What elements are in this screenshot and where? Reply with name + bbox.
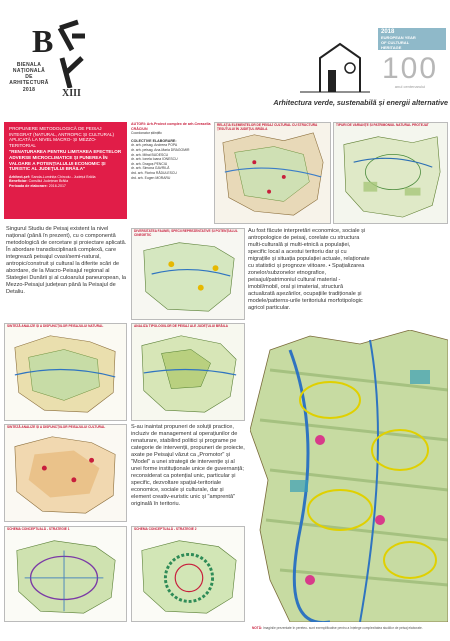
map-panel-cultural-relation: RELAȚIA ELEMENTELOR DE PEISAJ CULTURAL CU STRUCTURA ȚESUTULUI ÎN JUDEȚUL BRĂILA	[214, 122, 331, 224]
intro-paragraph: Singurul Studiu de Peisaj existent la nivel național (până în prezent), cu o componentă metodologică de cercetare și proiectare aplicată. În abordare transdisciplinară complexă, care integrează peisajul cvasi/semi-natural, antropic/construit și cultural la diferite scări de abordare, de la Macro-Peisajul regional al Stategiei Dunării și al culoarului paneuropean, la Mezzo-Peisajul județean până la Peisajul de Detaliu.	[6, 226, 127, 295]
map-panel-natural-synthesis: SINTEZĂ ANALIZE ȘI A DISFUNCȚIILOR PEISAJULUI NATURAL	[4, 323, 127, 421]
analysis-paragraph: Au fost făcute interpretări economice, sociale și antropologice de peisaj, corelate cu structura multi-culturală și multi-etnică a populației, specific local a acestui teritoriu dar și cu migrațiile și situația populației actuale, relaționate cu statistici și prognoze viitoare. • Spațializarea zonelor/subzonelor etnografice, peisajul/patrimoniul cultural material - imobil/mobil, oral și imaterial, structură actualizată așezărilor, ocupațiile tradiționale și modele/patterns-urile teritoriului morfotipologic agricol particular.	[248, 228, 370, 311]
author-name: dr. arh. peisag. Andreea POPA	[131, 143, 178, 148]
author-name: drd. arh. Eugen MORARU	[131, 175, 171, 180]
biennale-name: BIENALA NAȚIONALĂ DE ARHITECTURĂ 2018	[4, 62, 54, 93]
project-meta: Arhitect-șef: Sanda-Luminița Chircoiu - Județul Brăila Beneficiar: Consiliul Județean Brăila Perioada de elaborare: 2016-2017	[9, 174, 96, 188]
project-title-box	[4, 122, 127, 219]
footnote: NOTĂ: Imaginile prezentate în pereteo- sunt exemplificative pentru a înțelege complexitatea studiilor de peisaj elaborate.	[252, 626, 423, 630]
scheme-panel-strategy-2: SCHEMA CONCEPTUALĂ - STRATEGIE 2	[131, 526, 245, 622]
map-panel-landscape-typology: ANALIZA TIPOLOGIILOR DE PEISAJ ALE JUDEȚULUI BRĂILA	[131, 323, 245, 421]
scheme-panel-strategy-1: SCHEMA CONCEPTUALĂ - STRATEGIE 1	[4, 526, 127, 622]
svg-text:B: B	[32, 23, 54, 59]
map-panel-cultural-synthesis: SINTEZĂ ANALIZE ȘI A DISFUNCȚIILOR PEISAJULUI CULTURAL	[4, 424, 127, 522]
exhibition-tagline: Arhitectura verde, sustenabilă și energii alternative	[273, 98, 448, 107]
map-panel-protected-heritage: TIPURI DE VARIANȚE ȘI PATRIMONIUL NATURAL PROTEJAT	[333, 122, 448, 224]
centenary-subtitle: anul centenarului	[394, 84, 426, 89]
author-name: drd. arh. Florina RĂDULESCU	[131, 170, 177, 175]
biennale-year: 2018	[22, 87, 36, 93]
main-strategy-map	[250, 330, 448, 622]
proposal-paragraph: S-au inaintat propuneri de soluții practice, incluziv de management al operațiunilor de renaturare, stabilind politici și programe pe categorie de intervenții, propuneri de proiecte, axate pe Peisajul văzut ca „Promotor" și "Model" a unei strategii de intervenție și al unei forme instituționale unice de guvernanță; reconsiderat ca potențial unic, particular și specific, dezvoltare spațial-teritoriale economice, sociale și culturale, dar și element creativ-euristic unic și "amprentă" originală în teritoriu.	[131, 424, 245, 507]
edition-number: XIII	[62, 88, 81, 99]
author-name: dr. arh. peisag. Ana-Maria DRAGOMIR	[131, 147, 190, 152]
project-subtitle: "RENATURAREA PENTRU LIMITAREA EFECTELOR ADVERSE MICROCLIMATICE ȘI PUNEREA ÎN VALOARE A POTENȚIALULUI ECONOMIC ȘI TURISTIC AL JUDEȚULUI BRĂILA"	[9, 149, 122, 172]
eu-heritage-badge: 2018 EUROPEAN YEAR OF CULTURAL HERITAGE	[378, 28, 446, 50]
centenary-number: 100	[381, 52, 439, 85]
house-icon	[300, 40, 370, 95]
project-title: PROPUNERE METODOLOGICĂ DE PEISAJ INTEGRAT (NATURAL, ANTROPIC ȘI CULTURAL) APLICATĂ LA NIVEL MACRO- ȘI MEZZO-TERITORIAL	[9, 126, 115, 148]
author-name: dr. arh. Mihai BUDESCU	[131, 152, 169, 157]
authors-block: AUTORI: Arh.Proiect complex de arh.Cerasella CRĂCIUN Coordonator științific COLECTIVE ELABORARE: dr. arh. peisag. Andreea POPA dr. arh. peisag. Ana-Maria DRAGOMIR dr. arh. Mihai BUDESCU dr. arh. Ionela Ioana IONESCU dr. arh. Dragoș PENCIU dr. arh. Simona GAVRILĂ drd. arh. Florina RĂDULESCU drd. arh. Eugen MORARU	[131, 122, 211, 180]
map-panel-fauna: DIVERSITATEA FAUNEI, SPECII REPREZENTATIVE ȘI POTENȚIALUL CINEGETIC	[131, 228, 245, 320]
author-name: dr. arh. Ionela Ioana IONESCU	[131, 157, 178, 162]
author-name: dr. arh. Simona GAVRILĂ	[131, 166, 170, 171]
author-name: dr. arh. Dragoș PENCIU	[131, 161, 168, 166]
